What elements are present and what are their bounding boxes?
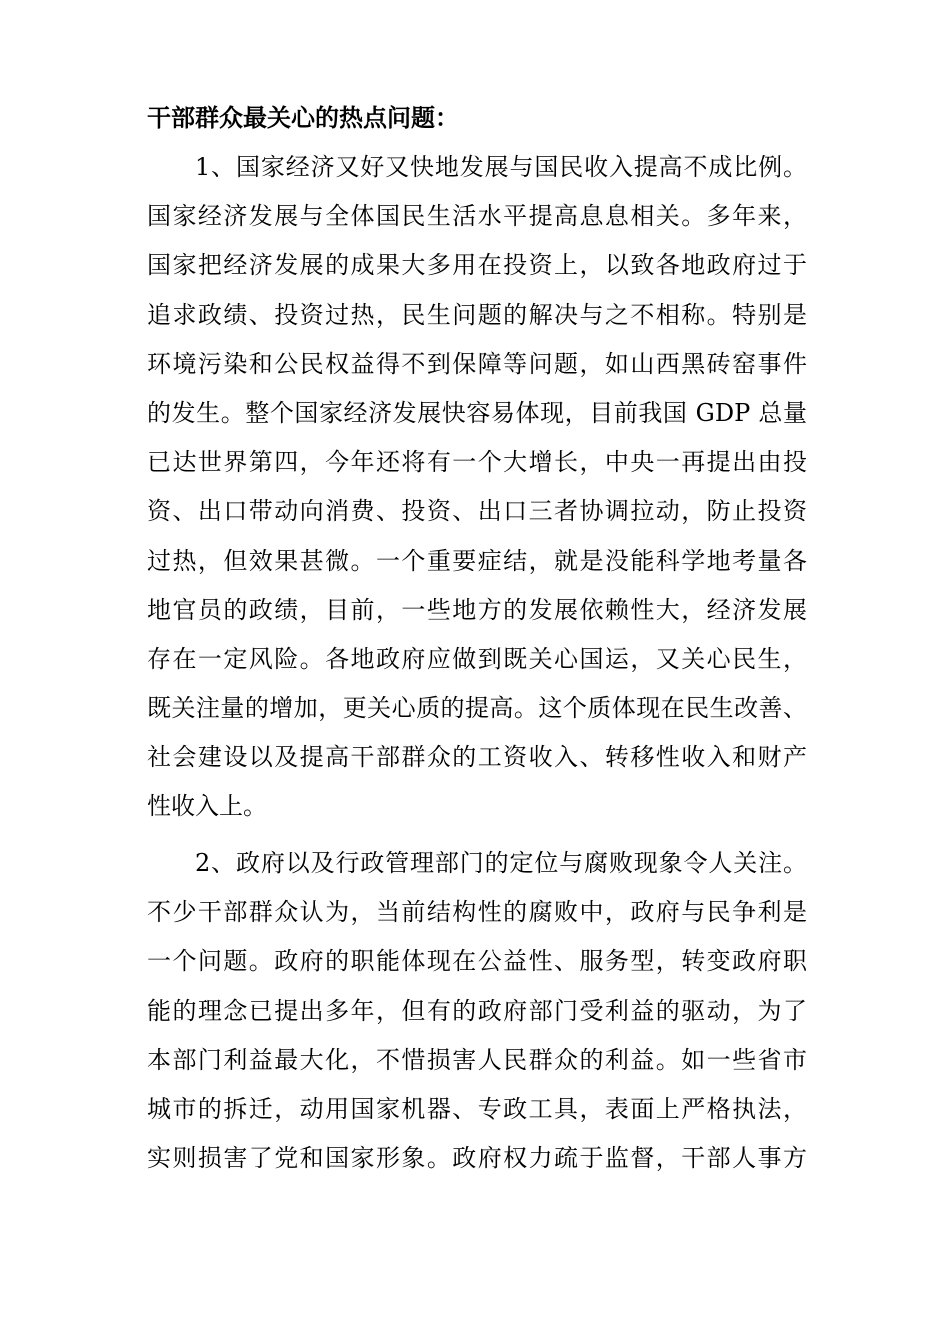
text-line: 地官员的政绩，目前，一些地方的发展依赖性大，经济发展 xyxy=(147,595,807,624)
text-line: 已达世界第四，今年还将有一个大增长，中央一再提出由投 xyxy=(147,448,807,477)
text-line: 资、出口带动向消费、投资、出口三者协调拉动，防止投资 xyxy=(147,497,807,526)
text-line: 过热，但效果甚微。一个重要症结，就是没能科学地考量各 xyxy=(147,546,807,575)
text-line: 1、国家经济又好又快地发展与国民收入提高不成比例。 xyxy=(195,153,807,181)
text-line: 不少干部群众认为，当前结构性的腐败中，政府与民争利是 xyxy=(147,898,807,927)
text-line: 实则损害了党和国家形象。政府权力疏于监督，干部人事方 xyxy=(147,1144,807,1173)
text-line: 追求政绩、投资过热，民生问题的解决与之不相称。特别是 xyxy=(147,300,807,329)
text-line: 本部门利益最大化，不惜损害人民群众的利益。如一些省市 xyxy=(147,1045,807,1074)
text-line: 国家把经济发展的成果大多用在投资上，以致各地政府过于 xyxy=(147,251,807,280)
paragraph-1 xyxy=(147,143,807,832)
text-line: 一个问题。政府的职能体现在公益性、服务型，转变政府职 xyxy=(147,947,807,976)
paragraph-2 xyxy=(147,839,807,1183)
text-line: 存在一定风险。各地政府应做到既关心国运，又关心民生， xyxy=(147,644,807,673)
text-line: 能的理念已提出多年，但有的政府部门受利益的驱动，为了 xyxy=(147,996,807,1025)
text-line: 既关注量的增加，更关心质的提高。这个质体现在民生改善、 xyxy=(147,694,807,723)
document-heading: 干部群众最关心的热点问题： xyxy=(147,104,459,132)
text-line: 国家经济发展与全体国民生活水平提高息息相关。多年来， xyxy=(147,202,807,231)
text-line: 社会建设以及提高干部群众的工资收入、转移性收入和财产 xyxy=(147,743,807,772)
text-line: 城市的拆迁，动用国家机器、专政工具，表面上严格执法， xyxy=(147,1094,807,1123)
text-line: 性收入上。 xyxy=(147,792,267,821)
text-line: 2、政府以及行政管理部门的定位与腐败现象令人关注。 xyxy=(195,849,807,877)
text-line: 环境污染和公民权益得不到保障等问题，如山西黑砖窑事件 xyxy=(147,349,807,378)
text-line: 的发生。整个国家经济发展快容易体现，目前我国 GDP 总量 xyxy=(147,398,807,427)
